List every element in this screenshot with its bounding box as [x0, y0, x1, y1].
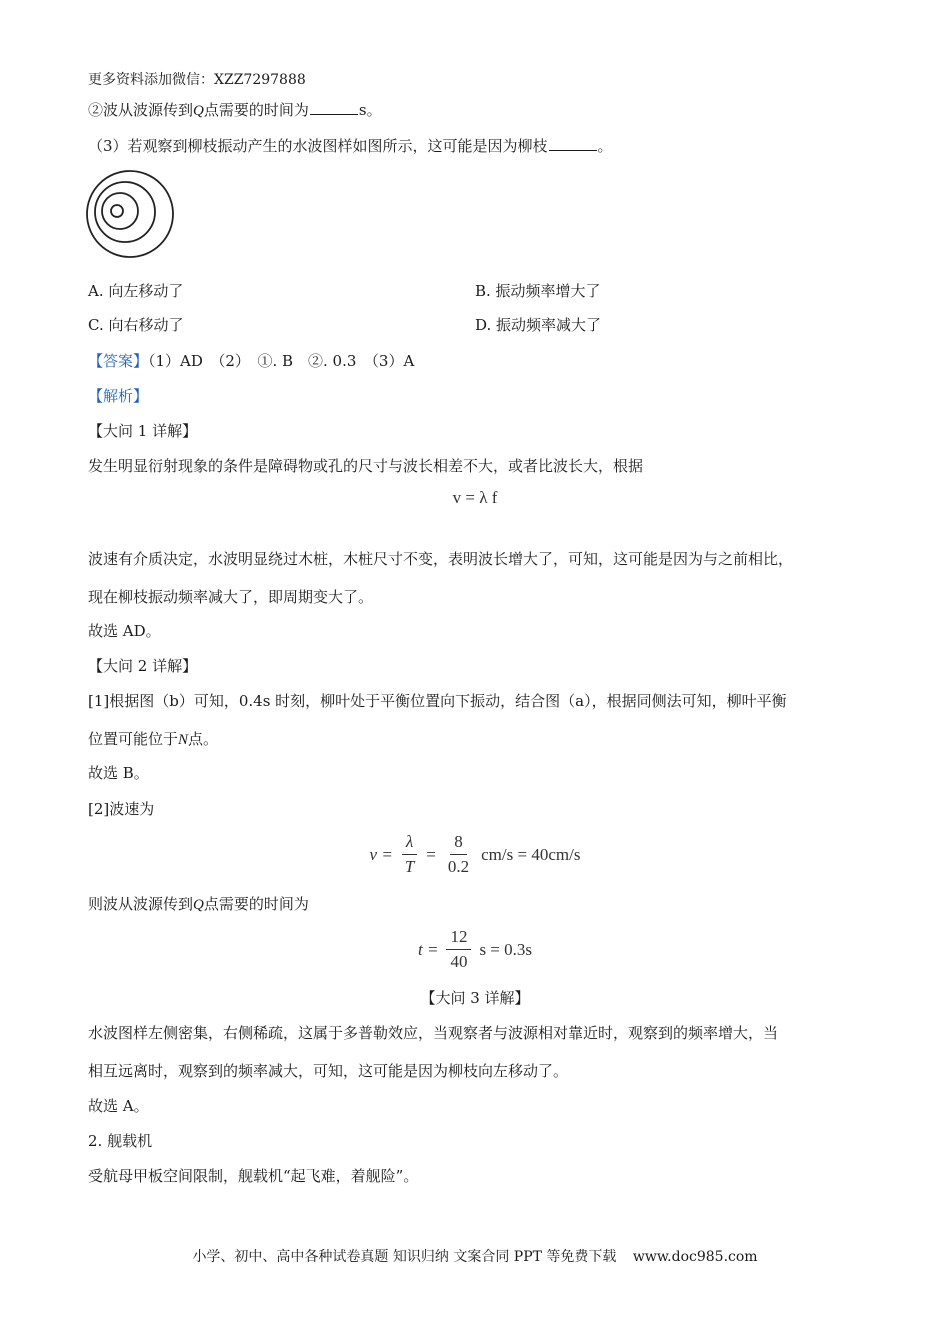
eq2-num: 12	[446, 927, 471, 950]
section-1-line-3: 现在柳枝振动频率减大了，即周期变大了。	[88, 588, 374, 606]
section-2-line-1: [1]根据图（b）可知，0.4s 时刻，柳叶处于平衡位置向下振动，结合图（a），根据同侧法可知，柳叶平衡	[88, 692, 787, 710]
section-2-line-2-post: 点。	[188, 730, 219, 748]
section-2-line-4-pre: 则波从波源传到	[88, 895, 194, 913]
wave-ring-middle	[95, 182, 155, 242]
section-1-conclusion: 故选 AD。	[88, 622, 161, 640]
section-1-line-1: 发生明显衍射现象的条件是障碍物或孔的尺寸与波长相差不大，或者比波长大，根据	[88, 457, 644, 475]
section-1-line-2: 波速有介质决定，水波明显绕过木桩，木桩尺寸不变，表明波长增大了，可知，这可能是因为与之前相比，	[88, 550, 794, 568]
section-2-line-3: [2]波速为	[88, 800, 155, 818]
eq2-fraction	[446, 927, 471, 972]
answer-line	[88, 351, 414, 371]
section-3-line-1: 水波图样左侧密集，右侧稀疏，这属于多普勒效应，当观察者与波源相对靠近时，观察到的频率增大，当	[88, 1024, 779, 1042]
eq1-lhs: v =	[369, 844, 393, 864]
eq1-num-1: λ	[402, 832, 417, 855]
eq1-fraction-1	[401, 832, 418, 877]
answer-label: 【答案】	[88, 352, 149, 370]
header-note: 更多资料添加微信：XZZ7297888	[88, 72, 306, 88]
wave-ring-center	[111, 205, 123, 217]
section-2-var-n: N	[178, 732, 189, 748]
section-2-line-2-pre: 位置可能位于	[88, 730, 179, 748]
section-2-line-2	[88, 729, 218, 750]
eq2-lhs: t =	[417, 939, 439, 959]
equation-wave-speed	[0, 832, 950, 877]
section-2-line-4-post: 点需要的时间为	[203, 895, 309, 913]
section-2-title: 【大问 2 详解】	[88, 657, 198, 675]
eq2-rhs: s = 0.3s	[479, 939, 533, 959]
q3-text-pre: （3）若观察到柳枝振动产生的水波图样如图所示，这可能是因为柳枝	[88, 137, 548, 155]
section-2-line-4	[88, 894, 309, 915]
answer-blank	[549, 136, 597, 151]
q2-var: Q	[193, 103, 204, 119]
question-2-part-2	[88, 100, 382, 121]
question-3	[88, 136, 613, 156]
section-2-conclusion: 故选 B。	[88, 764, 149, 782]
equation-time	[0, 927, 950, 972]
page-footer	[0, 1246, 950, 1266]
eq1-rhs: cm/s = 40cm/s	[481, 844, 581, 864]
q2-text-pre: ②波从波源传到	[88, 101, 194, 119]
answer-text: （1）AD （2） ①. B ②. 0.3 （3）A	[148, 352, 415, 370]
eq1-equals: =	[426, 844, 436, 864]
answer-blank	[310, 100, 358, 115]
eq2-den: 40	[450, 952, 468, 971]
q2-text-post: s。	[358, 101, 382, 119]
q2-text-mid: 点需要的时间为	[203, 101, 309, 119]
eq1-den-1: T	[404, 857, 415, 876]
footer-text: 小学、初中、高中各种试卷真题 知识归纳 文案合同 PPT 等免费下载	[192, 1249, 617, 1265]
next-question-line-1: 受航母甲板空间限制，舰载机“起飞难，着舰险”。	[88, 1167, 419, 1185]
eq1-fraction-2	[444, 832, 473, 877]
wave-ring-outer	[87, 171, 173, 257]
option-b: B. 振动频率增大了	[475, 282, 601, 300]
formula-v-lambda-f: v = λ f	[452, 488, 498, 507]
footer-website: www.doc985.com	[632, 1249, 758, 1265]
wave-ring-inner	[102, 193, 138, 229]
section-3-line-2: 相互远离时，观察到的频率减大，可知，这可能是因为柳枝向左移动了。	[88, 1062, 569, 1080]
wave-pattern-figure	[84, 168, 180, 260]
option-a: A. 向左移动了	[88, 282, 184, 300]
next-question-title: 2. 舰载机	[88, 1132, 153, 1150]
analysis-label: 【解析】	[88, 387, 149, 405]
eq1-den-2: 0.2	[447, 857, 470, 876]
eq1-num-2: 8	[450, 832, 467, 855]
section-3-title: 【大问 3 详解】	[420, 989, 530, 1007]
q3-text-post: 。	[597, 137, 613, 155]
option-c: C. 向右移动了	[88, 316, 184, 334]
section-1-title: 【大问 1 详解】	[88, 422, 198, 440]
section-2-var-q: Q	[193, 897, 204, 913]
option-d: D. 振动频率减大了	[475, 316, 602, 334]
section-3-conclusion: 故选 A。	[88, 1097, 149, 1115]
